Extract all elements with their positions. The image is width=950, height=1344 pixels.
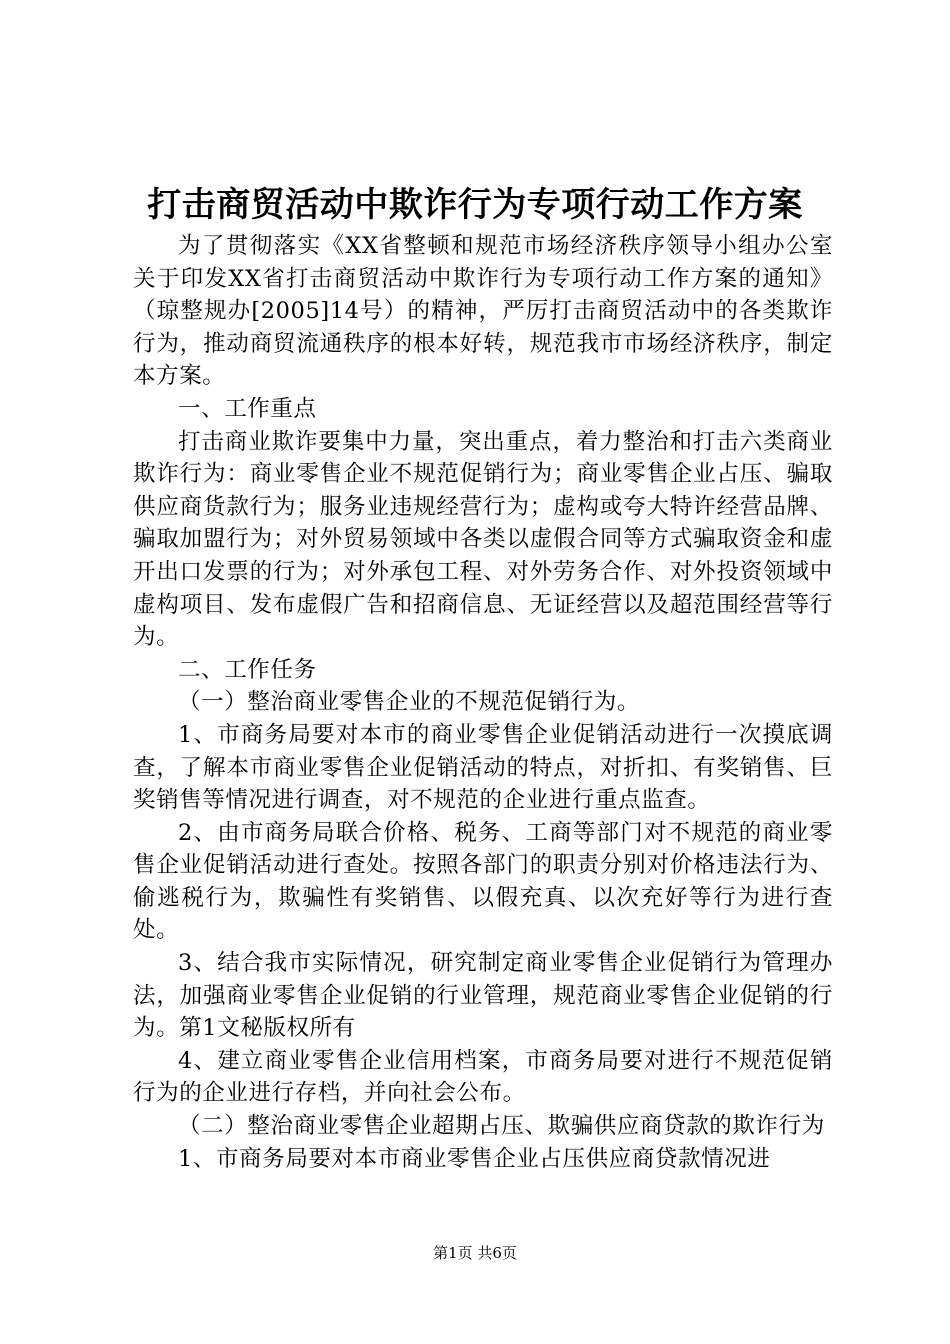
section-heading-tasks: 二、工作任务: [178, 656, 317, 683]
task-item-5: 1、市商务局要对本市商业零售企业占压供应商贷款情况进: [178, 1145, 771, 1172]
section-heading-focus: 一、工作重点: [178, 395, 317, 422]
document-title: 打击商贸活动中欺诈行为专项行动工作方案: [147, 185, 803, 225]
page-footer: 第1页 共6页: [433, 1244, 517, 1262]
task-item-1: 1、市商务局要对本市的商业零售企业促销活动进行一次摸底调查，了解本市商业零售企业促销活动的特点，对折扣、有奖销售、巨奖销售等情况进行调查，对不规范的企业进行重点监查。: [133, 721, 833, 814]
focus-paragraph: 打击商业欺诈要集中力量，突出重点，着力整治和打击六类商业欺诈行为：商业零售企业不规范促销行为；商业零售企业占压、骗取供应商货款行为；服务业违规经营行为；虚构或夸大特许经营品牌、骗取加盟行为；对外贸易领域中各类以虚假合同等方式骗取资金和虚开出口发票的行为；对外承包工程、对外劳务合作、对外投资领域中虚构项目、发布虚假广告和招商信息、无证经营以及超范围经营等行为。: [133, 428, 833, 651]
intro-paragraph: 为了贯彻落实《XX省整顿和规范市场经济秩序领导小组办公室关于印发XX省打击商贸活动中欺诈行为专项行动工作方案的通知》（琼整规办[2005]14号）的精神，严厉打击商贸活动中的各类欺诈行为，推动商贸流通秩序的根本好转，规范我市市场经济秩序，制定本方案。: [133, 233, 833, 390]
document-body: [133, 230, 833, 1175]
task-item-4: 4、建立商业零售企业信用档案，市商务局要对进行不规范促销行为的企业进行存档，并向社会公布。: [133, 1047, 833, 1107]
task-item-3: 3、结合我市实际情况，研究制定商业零售企业促销行为管理办法，加强商业零售企业促销的行业管理，规范商业零售企业促销的行为。第1文秘版权所有: [133, 950, 833, 1042]
subsection-heading-1: （一）整治商业零售企业的不规范促销行为。: [178, 689, 641, 716]
task-item-2: 2、由市商务局联合价格、税务、工商等部门对不规范的商业零售企业促销活动进行查处。按照各部门的职责分别对价格违法行为、偷逃税行为，欺骗性有奖销售、以假充真、以次充好等行为进行查处。: [133, 819, 833, 944]
subsection-heading-2: （二）整治商业零售企业超期占压、欺骗供应商贷款的欺诈行为: [178, 1113, 825, 1140]
